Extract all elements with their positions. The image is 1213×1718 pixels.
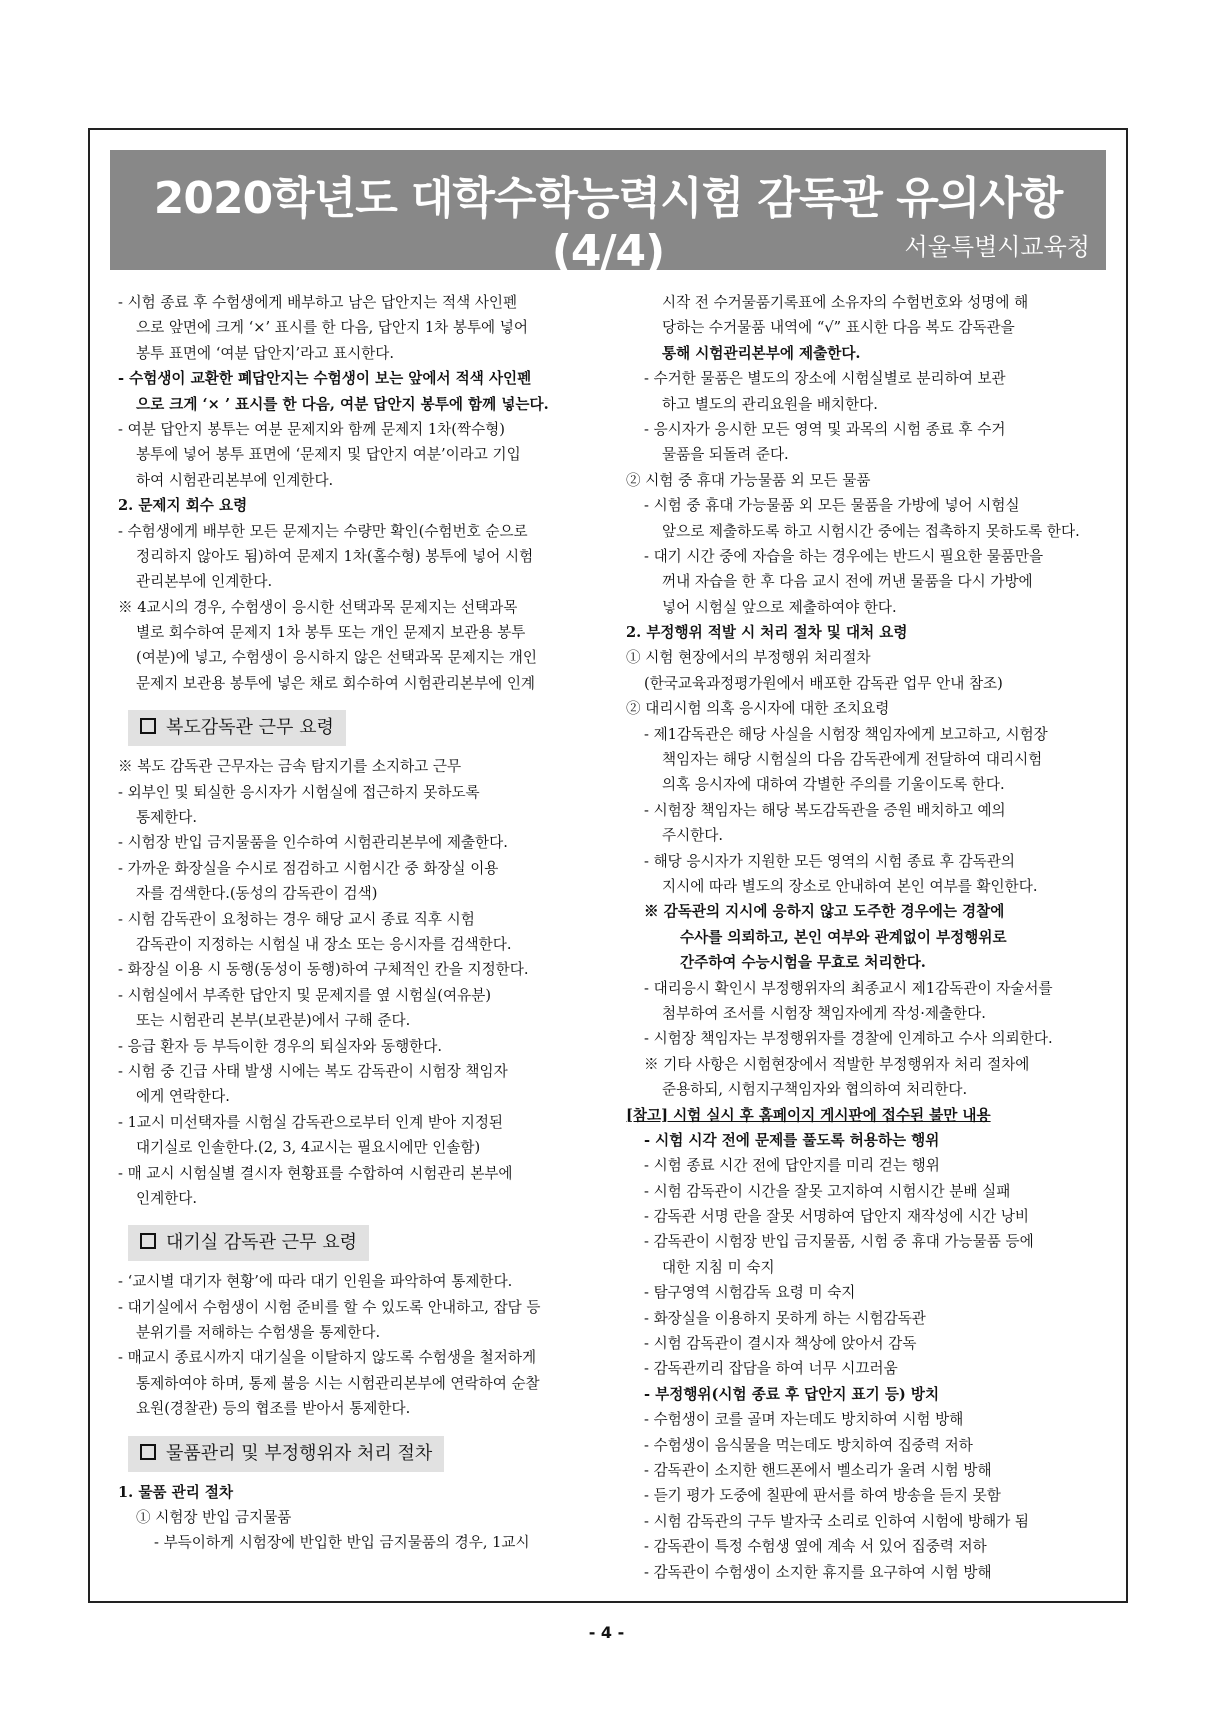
text-line: 당하는 수거물품 내역에 “√” 표시한 다음 복도 감독관을 xyxy=(662,319,1015,337)
list-item: - 듣기 평가 도중에 칠판에 판서를 하여 방송을 듣지 못함 xyxy=(644,1487,1001,1505)
list-item: - 감독관이 수험생이 소지한 휴지를 요구하여 시험 방해 xyxy=(644,1563,992,1581)
text-line: - 1교시 미선택자를 시험실 감독관으로부터 인계 받아 지정된 xyxy=(118,1113,504,1131)
list-item: 대한 지침 미 숙지 xyxy=(662,1258,775,1276)
text-line: 또는 시험관리 본부(보관분)에서 구해 준다. xyxy=(136,1012,411,1030)
text-line: 첨부하여 조서를 시험장 책임자에게 작성·제출한다. xyxy=(662,1004,986,1022)
issuer-label: 서울특별시교육청 xyxy=(904,233,1090,261)
warning-line: 수사를 의뢰하고, 본인 여부와 관계없이 부정행위로 xyxy=(680,928,1007,946)
warning-line: 간주하여 수능시험을 무효로 처리한다. xyxy=(680,954,926,972)
text-line: (한국교육과정평가원에서 배포한 감독관 업무 안내 참조) xyxy=(644,674,1003,692)
warning-line: ※ 감독관의 지시에 응하지 않고 도주한 경우에는 경찰에 xyxy=(644,903,1005,921)
text-line-bold: 통해 시험관리본부에 제출한다. xyxy=(662,344,861,362)
text-line: - 시험 중 긴급 사태 발생 시에는 복도 감독관이 시험장 책임자 xyxy=(118,1062,508,1080)
text-line: - 대기실에서 수험생이 시험 준비를 할 수 있도록 안내하고, 잡담 등 xyxy=(118,1298,541,1316)
text-line: 넣어 시험실 앞으로 제출하여야 한다. xyxy=(662,598,897,616)
text-line: 시작 전 수거물품기록표에 소유자의 수험번호와 성명에 해 xyxy=(662,294,1029,311)
list-item: - 수험생이 음식물을 먹는데도 방치하여 집중력 저하 xyxy=(644,1436,973,1454)
list-item: - 감독관이 시험장 반입 금지물품, 시험 중 휴대 가능물품 등에 xyxy=(644,1233,1034,1251)
list-item: - 시험 감독관의 구두 발자국 소리로 인하여 시험에 방해가 됨 xyxy=(644,1512,1030,1530)
text-line: - 가까운 화장실을 수시로 점검하고 시험시간 중 화장실 이용 xyxy=(118,859,499,877)
title-banner xyxy=(110,150,1106,277)
section-heading: 1. 물품 관리 절차 xyxy=(118,1483,234,1501)
text-line: 주시한다. xyxy=(662,827,724,845)
list-item: - 감독관이 소지한 핸드폰에서 벨소리가 울려 시험 방해 xyxy=(644,1461,992,1479)
text-line: ① 시험장 반입 금지물품 xyxy=(136,1509,292,1527)
text-line: ② 대리시험 의혹 응시자에 대한 조치요령 xyxy=(626,700,890,718)
text-line: 꺼내 자습을 한 후 다음 교시 전에 꺼낸 물품을 다시 가방에 xyxy=(662,573,1033,591)
text-line: - 부득이하게 시험장에 반입한 반입 금지물품의 경우, 1교시 xyxy=(154,1534,530,1552)
text-line: 통제하여야 하며, 통제 불응 시는 시험관리본부에 연락하여 순찰 xyxy=(136,1374,540,1392)
text-line: ② 시험 중 휴대 가능물품 외 모든 물품 xyxy=(626,471,871,489)
page-title: 2020학년도 대학수학능력시험 감독관 유의사항(4/4) xyxy=(153,173,1063,277)
text-line: - 매교시 종료시까지 대기실을 이탈하지 않도록 수험생을 철저하게 xyxy=(118,1349,537,1367)
note-line: ※ 기타 사항은 시험현장에서 적발한 부정행위자 처리 절차에 xyxy=(644,1055,1030,1073)
text-line: - 응급 환자 등 부득이한 경우의 퇴실자와 동행한다. xyxy=(118,1037,442,1055)
text-line: - 제1감독관은 해당 사실을 시험장 책임자에게 보고하고, 시험장 xyxy=(644,725,1048,743)
text-line: 감독관이 지정하는 시험실 내 장소 또는 응시자를 검색한다. xyxy=(136,935,512,953)
note-line: ※ 4교시의 경우, 수험생이 응시한 선택과목 문제지는 선택과목 xyxy=(118,598,518,616)
text-line: 물품을 되돌려 준다. xyxy=(662,446,789,464)
list-item: - 탐구영역 시험감독 요령 미 숙지 xyxy=(644,1284,856,1302)
text-line-bold: - 수험생이 교환한 폐답안지는 수험생이 보는 앞에서 적색 사인펜 xyxy=(118,370,532,388)
text-line: - 시험 감독관이 요청하는 경우 해당 교시 종료 직후 시험 xyxy=(118,910,475,928)
reference-subheading: - 부정행위(시험 종료 후 답안지 표기 등) 방치 xyxy=(644,1385,940,1403)
reference-subheading: - 시험 시각 전에 문제를 풀도록 허용하는 행위 xyxy=(644,1131,940,1149)
text-line: - 응시자가 응시한 모든 영역 및 과목의 시험 종료 후 수거 xyxy=(644,420,1006,438)
text-line: 봉투에 넣어 봉투 표면에 ‘문제지 및 답안지 여분’이라고 기입 xyxy=(136,446,521,464)
text-line: 통제한다. xyxy=(136,809,198,827)
note-line: 문제지 보관용 봉투에 넣은 채로 회수하여 시험관리본부에 인계 xyxy=(136,674,536,692)
text-line: 관리본부에 인계한다. xyxy=(136,573,273,591)
text-line: 으로 앞면에 크게 ‘×’ 표시를 한 다음, 답안지 1차 봉투에 넣어 xyxy=(136,319,528,337)
text-line: 지시에 따라 별도의 장소로 안내하여 본인 여부를 확인한다. xyxy=(662,877,1038,895)
section-box-hallway xyxy=(128,710,346,746)
checkbox-square-icon xyxy=(140,1444,156,1460)
text-line: 앞으로 제출하도록 하고 시험시간 중에는 접촉하지 못하도록 한다. xyxy=(662,522,1080,540)
right-column xyxy=(626,290,1112,1585)
section-title: 대기실 감독관 근무 요령 xyxy=(166,1232,358,1254)
text-line: - 화장실 이용 시 동행(동성이 동행)하여 구체적인 칸을 지정한다. xyxy=(118,961,529,979)
text-line: - 매 교시 시험실별 결시자 현황표를 수합하여 시험관리 본부에 xyxy=(118,1164,513,1182)
section-title: 물품관리 및 부정행위자 처리 절차 xyxy=(166,1442,433,1464)
checkbox-square-icon xyxy=(140,718,156,734)
section-heading: 2. 문제지 회수 요령 xyxy=(118,497,248,515)
text-line: - 시험장 책임자는 부정행위자를 경찰에 인계하고 수사 의뢰한다. xyxy=(644,1030,1053,1048)
text-line: - 시험 중 휴대 가능물품 외 모든 물품을 가방에 넣어 시험실 xyxy=(644,497,1020,515)
text-line: 인계한다. xyxy=(136,1189,198,1207)
list-item: - 감독관 서명 란을 잘못 서명하여 답안지 재작성에 시간 낭비 xyxy=(644,1208,1030,1226)
text-line: - 대기 시간 중에 자습을 하는 경우에는 반드시 필요한 물품만을 xyxy=(644,547,1044,565)
text-line: - 여분 답안지 봉투는 여분 문제지와 함께 문제지 1차(짝수형) xyxy=(118,420,505,438)
text-line: 정리하지 않아도 됨)하여 문제지 1차(홀수형) 봉투에 넣어 시험 xyxy=(136,547,534,565)
text-line: 의혹 응시자에 대하여 각별한 주의를 기울이도록 한다. xyxy=(662,776,1005,794)
list-item: - 시험 종료 시간 전에 답안지를 미리 걷는 행위 xyxy=(644,1157,940,1175)
text-line: - 시험실에서 부족한 답안지 및 문제지를 옆 시험실(여유분) xyxy=(118,986,492,1004)
text-line: 봉투 표면에 ‘여분 답안지’라고 표시한다. xyxy=(136,344,395,362)
text-line: - 대리응시 확인시 부정행위자의 최종교시 제1감독관이 자술서를 xyxy=(644,979,1053,997)
text-line: - 시험장 책임자는 해당 복도감독관을 증원 배치하고 예의 xyxy=(644,801,1006,819)
text-line: - 시험장 반입 금지물품을 인수하여 시험관리본부에 제출한다. xyxy=(118,834,508,852)
section-box-items xyxy=(128,1436,444,1472)
left-column xyxy=(118,290,596,1556)
text-line: - 외부인 및 퇴실한 응시자가 시험실에 접근하지 못하도록 xyxy=(118,783,480,801)
text-line: 요원(경찰관) 등의 협조를 받아서 통제한다. xyxy=(136,1400,411,1418)
text-line: - 시험 종료 후 수험생에게 배부하고 남은 답안지는 적색 사인펜 xyxy=(118,294,518,311)
text-line: 에게 연락한다. xyxy=(136,1088,230,1106)
text-line: - 해당 응시자가 지원한 모든 영역의 시험 종료 후 감독관의 xyxy=(644,852,1015,870)
section-heading: 2. 부정행위 적발 시 처리 절차 및 대처 요령 xyxy=(626,624,908,642)
text-line-bold: 으로 크게 ‘× ’ 표시를 한 다음, 여분 답안지 봉투에 함께 넣는다. xyxy=(136,395,549,413)
text-line: 대기실로 인솔한다.(2, 3, 4교시는 필요시에만 인솔함) xyxy=(136,1139,481,1157)
list-item: - 감독관이 특정 수험생 옆에 계속 서 있어 집중력 저하 xyxy=(644,1538,987,1556)
note-line: 준용하되, 시험지구책임자와 협의하여 처리한다. xyxy=(662,1081,968,1099)
note-line: 별로 회수하여 문제지 1차 봉투 또는 개인 문제지 보관용 봉투 xyxy=(136,624,526,642)
note-line: (여분)에 넣고, 수험생이 응시하지 않은 선택과목 문제지는 개인 xyxy=(136,649,537,667)
text-line: - 수험생에게 배부한 모든 문제지는 수량만 확인(수험번호 순으로 xyxy=(118,522,528,540)
note-line: ※ 복도 감독관 근무자는 금속 탐지기를 소지하고 근무 xyxy=(118,758,462,776)
text-line: 분위기를 저해하는 수험생을 통제한다. xyxy=(136,1324,381,1342)
text-line: 하고 별도의 관리요원을 배치한다. xyxy=(662,395,878,413)
page-number: - 4 - xyxy=(588,1623,625,1642)
list-item: - 수험생이 코를 골며 자는데도 방치하여 시험 방해 xyxy=(644,1411,964,1429)
text-line: ① 시험 현장에서의 부정행위 처리절차 xyxy=(626,649,871,667)
section-box-waiting-room xyxy=(128,1225,369,1261)
checkbox-square-icon xyxy=(140,1233,156,1249)
reference-title: [참고] 시험 실시 후 홈페이지 게시판에 접수된 불만 내용 xyxy=(626,1106,991,1124)
text-line: 하여 시험관리본부에 인계한다. xyxy=(136,471,334,489)
list-item: - 시험 감독관이 시간을 잘못 고지하여 시험시간 분배 실패 xyxy=(644,1182,1011,1200)
text-line: 자를 검색한다.(동성의 감독관이 검색) xyxy=(136,885,378,903)
section-title: 복도감독관 근무 요령 xyxy=(166,717,334,739)
text-line: - 수거한 물품은 별도의 장소에 시험실별로 분리하여 보관 xyxy=(644,370,1006,388)
text-line: - ‘교시별 대기자 현황’에 따라 대기 인원을 파악하여 통제한다. xyxy=(118,1273,513,1291)
text-line: 책임자는 해당 시험실의 다음 감독관에게 전달하여 대리시험 xyxy=(662,751,1043,769)
list-item: - 시험 감독관이 결시자 책상에 앉아서 감독 xyxy=(644,1335,917,1353)
list-item: - 화장실을 이용하지 못하게 하는 시험감독관 xyxy=(644,1309,926,1327)
list-item: - 감독관끼리 잡담을 하여 너무 시끄러움 xyxy=(644,1360,898,1378)
